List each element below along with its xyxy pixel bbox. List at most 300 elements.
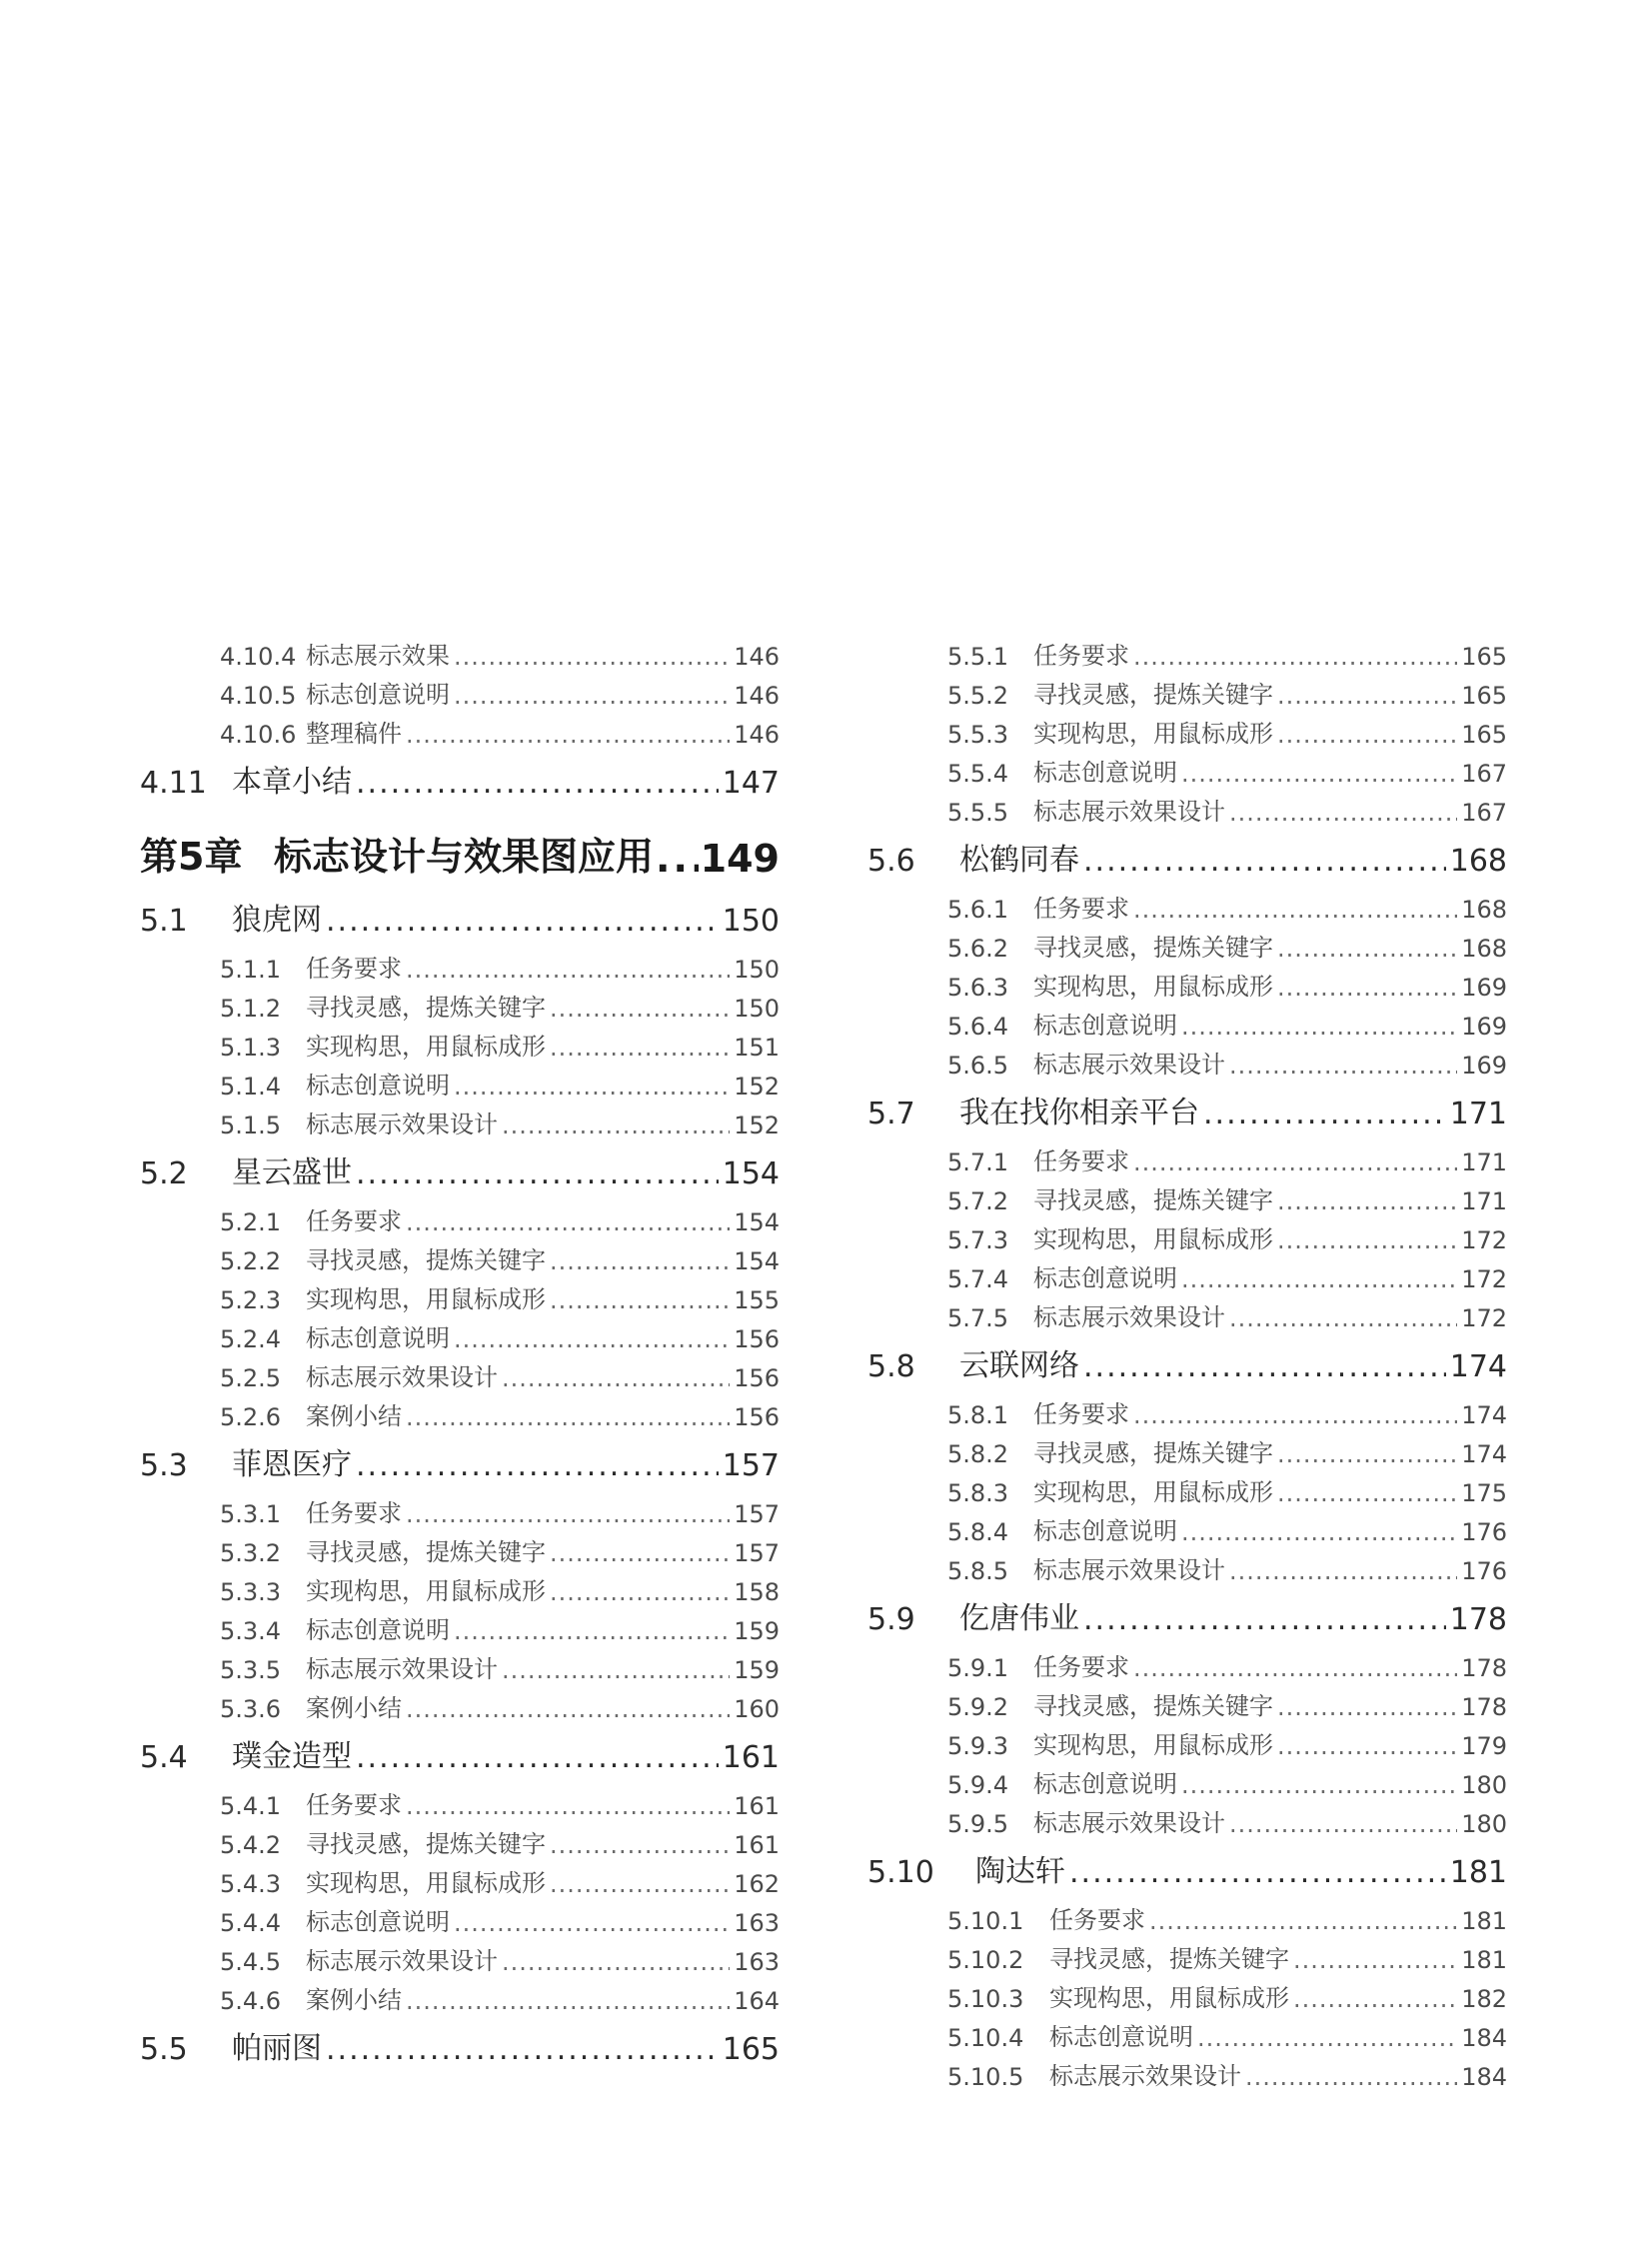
toc-entry-number: 5.10.1 [947,1907,1024,1935]
toc-entry-sub[interactable] [140,671,780,710]
toc-entry-sub[interactable] [867,1390,1507,1429]
toc-entry-page-number: 174 [1461,1401,1507,1429]
toc-entry-page-number: 182 [1461,1985,1507,2013]
toc-entry-sub[interactable] [140,1820,780,1859]
toc-entry-number: 5.2.5 [220,1364,282,1392]
toc-entry-number: 5.9.3 [947,1732,1009,1760]
toc-entry-number: 5.2.4 [220,1325,282,1353]
toc-entry-number: 5.3.6 [220,1695,282,1723]
toc-entry-sub[interactable] [140,1236,780,1275]
toc-entry-page-number: 178 [1449,1602,1507,1637]
dot-leader [406,1500,730,1528]
toc-entry-sec[interactable] [867,835,1507,879]
toc-entry-number: 5.6.4 [947,1013,1009,1041]
toc-entry-page-number: 165 [1461,721,1507,749]
toc-entry-number: 5.1.5 [220,1112,282,1139]
toc-entry-number: 5.6.2 [947,935,1009,963]
toc-entry-page-number: 147 [722,766,780,801]
toc-entry-page-number: 174 [1449,1349,1507,1384]
toc-entry-page-number: 178 [1461,1654,1507,1682]
dot-leader [1133,1401,1457,1429]
dot-leader [1229,1557,1457,1585]
toc-entry-title: 任务要求 [1033,1400,1129,1428]
dot-leader [454,1909,730,1937]
dot-leader [356,1156,719,1191]
dot-leader [356,1448,719,1483]
dot-leader [1083,844,1446,879]
toc-entry-title: 实现构思，用鼠标成形 [1033,1225,1273,1253]
dot-leader [1181,1518,1457,1546]
toc-entry-sub[interactable] [867,632,1507,671]
toc-entry-number: 5.6.1 [947,896,1009,924]
toc-entry-number: 5.3 [140,1448,188,1483]
toc-entry-sec[interactable] [140,895,780,939]
toc-entry-title: 标志展示效果设计 [306,1363,498,1391]
toc-entry-title: 标志展示效果 [306,642,450,670]
toc-entry-page-number: 156 [734,1364,780,1392]
toc-entry-sub[interactable] [140,1859,780,1898]
toc-entry-title: 任务要求 [1033,642,1129,670]
toc-entry-sub[interactable] [140,1567,780,1606]
toc-entry-sub[interactable] [867,1935,1507,1974]
toc-entry-title: 寻找灵感，提炼关键字 [1049,1945,1289,1973]
toc-entry-page-number: 149 [700,837,780,881]
toc-entry-page-number: 168 [1461,896,1507,924]
toc-entry-number: 5.8.4 [947,1518,1009,1546]
toc-entry-title: 寻找灵感，提炼关键字 [1033,1692,1273,1720]
toc-entry-title: 标志创意说明 [1049,2023,1193,2051]
dot-leader [1293,1946,1457,1974]
toc-entry-number: 5.2 [140,1156,188,1191]
toc-entry-title: 帕丽图 [232,2031,322,2066]
toc-entry-sub[interactable] [867,924,1507,963]
toc-entry-page-number: 154 [734,1208,780,1236]
toc-entry-title: 任务要求 [1033,895,1129,923]
dot-leader [454,1073,730,1101]
toc-entry-page-number: 150 [734,956,780,984]
dot-leader [1277,1693,1457,1721]
toc-entry-sub[interactable] [140,1606,780,1645]
dot-leader [454,1617,730,1645]
toc-entry-sub[interactable] [867,1643,1507,1682]
toc-entry-title: 标志展示效果设计 [1033,798,1225,826]
toc-entry-number: 5.4.2 [220,1831,282,1859]
toc-entry-number: 5.1.4 [220,1073,282,1101]
toc-entry-title: 案例小结 [306,1694,402,1722]
toc-entry-number: 5.9.5 [947,1810,1009,1838]
dot-leader [406,956,730,984]
toc-entry-number: 5.10.4 [947,2024,1024,2052]
toc-entry-sub[interactable] [140,1937,780,1976]
dot-leader [1277,935,1457,963]
toc-entry-number: 5.1 [140,904,188,939]
toc-entry-page-number: 152 [734,1073,780,1101]
toc-entry-title: 标志展示效果设计 [306,1655,498,1683]
dot-leader [1181,1265,1457,1293]
toc-entry-title: 标志创意说明 [306,1072,450,1100]
toc-entry-page-number: 156 [734,1325,780,1353]
dot-leader [1203,1097,1446,1131]
toc-entry-number: 5.10.2 [947,1946,1024,1974]
toc-entry-page-number: 167 [1461,760,1507,788]
dot-leader [1181,760,1457,788]
toc-entry-number: 5.6.5 [947,1052,1009,1080]
toc-entry-page-number: 172 [1461,1265,1507,1293]
toc-entry-title: 寻找灵感，提炼关键字 [306,1538,546,1566]
toc-entry-number: 5.9.1 [947,1654,1009,1682]
toc-entry-page-number: 162 [734,1870,780,1898]
toc-entry-sub[interactable] [867,1974,1507,2013]
dot-leader [502,1948,730,1976]
toc-entry-page-number: 180 [1461,1810,1507,1838]
toc-entry-page-number: 161 [734,1831,780,1859]
toc-entry-page-number: 159 [734,1617,780,1645]
toc-entry-number: 5.7.2 [947,1187,1009,1215]
toc-entry-title: 标志创意说明 [306,1324,450,1352]
dot-leader [502,1656,730,1684]
toc-entry-title: 任务要求 [306,1207,402,1235]
toc-entry-title: 标志展示效果设计 [1033,1556,1225,1584]
dot-leader [1293,1985,1457,2013]
toc-entry-title: 寻找灵感，提炼关键字 [1033,1439,1273,1467]
dot-leader [1229,1810,1457,1838]
dot-leader [550,995,730,1023]
toc-entry-page-number: 146 [734,721,780,749]
toc-entry-number: 5.5 [140,2032,188,2067]
toc-entry-sub[interactable] [140,1645,780,1684]
toc-entry-page-number: 184 [1461,2063,1507,2091]
toc-entry-page-number: 168 [1461,935,1507,963]
toc-entry-page-number: 171 [1449,1097,1507,1131]
toc-right-column [867,632,1507,2091]
toc-entry-sec[interactable] [140,1439,780,1483]
toc-entry-sub[interactable] [867,1896,1507,1935]
toc-entry-title: 寻找灵感，提炼关键字 [306,1830,546,1858]
dot-leader [550,1286,730,1314]
toc-entry-page-number: 165 [722,2032,780,2067]
toc-entry-sub[interactable] [140,1684,780,1723]
toc-entry-sub[interactable] [867,2013,1507,2052]
toc-entry-number: 5.1.3 [220,1034,282,1062]
toc-entry-number: 4.10.5 [220,682,297,710]
toc-entry-page-number: 181 [1461,1907,1507,1935]
toc-entry-sub[interactable] [140,1898,780,1937]
toc-entry-page-number: 146 [734,643,780,671]
toc-entry-sub[interactable] [867,1429,1507,1468]
toc-entry-sub[interactable] [140,1101,780,1139]
toc-entry-title: 标志创意说明 [1033,759,1177,787]
toc-entry-number: 5.3.2 [220,1539,282,1567]
toc-entry-number: 5.7.3 [947,1226,1009,1254]
toc-entry-page-number: 172 [1461,1304,1507,1332]
toc-entry-page-number: 168 [1449,844,1507,879]
toc-entry-title: 实现构思，用鼠标成形 [1033,1731,1273,1759]
toc-entry-page-number: 184 [1461,2024,1507,2052]
toc-entry-sub[interactable] [140,1489,780,1528]
dot-leader [1277,721,1457,749]
toc-entry-title: 狼虎网 [232,903,322,938]
toc-entry-page-number: 157 [734,1500,780,1528]
toc-entry-page-number: 155 [734,1286,780,1314]
toc-entry-page-number: 180 [1461,1771,1507,1799]
toc-entry-page-number: 154 [722,1156,780,1191]
toc-entry-page-number: 165 [1461,682,1507,710]
toc-entry-sub[interactable] [867,1799,1507,1838]
toc-entry-number: 5.5.1 [947,643,1009,671]
toc-entry-number: 5.5.2 [947,682,1009,710]
toc-entry-page-number: 164 [734,1987,780,2015]
toc-entry-title: 星云盛世 [232,1155,352,1190]
toc-entry-number: 5.4 [140,1740,188,1775]
toc-entry-number: 5.7 [867,1097,915,1131]
dot-leader [326,904,719,939]
toc-entry-sec[interactable] [140,757,780,801]
dot-leader [1133,896,1457,924]
toc-entry-sub[interactable] [867,885,1507,924]
toc-entry-title: 任务要求 [1049,1906,1145,1934]
toc-entry-number: 5.10 [867,1855,934,1890]
toc-entry-page-number: 160 [734,1695,780,1723]
toc-entry-title: 实现构思，用鼠标成形 [1033,973,1273,1001]
dot-leader [550,1870,730,1898]
toc-left-column [140,632,780,2073]
toc-entry-page-number: 163 [734,1909,780,1937]
toc-entry-page-number: 157 [734,1539,780,1567]
toc-entry-title: 标志创意说明 [1033,1770,1177,1798]
toc-entry-title: 实现构思，用鼠标成形 [306,1033,546,1061]
toc-entry-title: 我在找你相亲平台 [959,1096,1199,1130]
dot-leader [1229,1304,1457,1332]
toc-entry-title: 璞金造型 [232,1739,352,1774]
dot-leader [1069,1855,1446,1890]
toc-entry-number: 5.4.1 [220,1792,282,1820]
toc-entry-sub[interactable] [140,984,780,1023]
toc-entry-sub[interactable] [140,1197,780,1236]
toc-entry-sub[interactable] [140,1528,780,1567]
toc-entry-page-number: 169 [1461,1052,1507,1080]
toc-entry-sub[interactable] [867,1137,1507,1176]
toc-entry-number: 5.2.3 [220,1286,282,1314]
toc-entry-number: 5.8.5 [947,1557,1009,1585]
toc-entry-title: 标志展示效果设计 [1033,1303,1225,1331]
toc-entry-page-number: 163 [734,1948,780,1976]
toc-entry-sec[interactable] [867,1340,1507,1384]
toc-entry-number: 5.1.1 [220,956,282,984]
dot-leader [356,766,719,801]
toc-entry-page-number: 159 [734,1656,780,1684]
toc-entry-sec[interactable] [140,1731,780,1775]
toc-entry-number: 5.5.5 [947,799,1009,827]
dot-leader [502,1364,730,1392]
toc-entry-sub[interactable] [140,710,780,749]
toc-entry-number: 4.10.4 [220,643,297,671]
toc-entry-title: 标志创意说明 [1033,1264,1177,1292]
toc-entry-page-number: 179 [1461,1732,1507,1760]
dot-leader [1277,1479,1457,1507]
toc-entry-sub[interactable] [867,1507,1507,1546]
toc-entry-sub[interactable] [867,1721,1507,1760]
dot-leader [406,1695,730,1723]
toc-entry-page-number: 174 [1461,1440,1507,1468]
toc-entry-page-number: 178 [1461,1693,1507,1721]
toc-entry-sub[interactable] [867,1002,1507,1041]
toc-entry-page-number: 156 [734,1403,780,1431]
toc-entry-number: 5.2.1 [220,1208,282,1236]
dot-leader [406,1987,730,2015]
toc-entry-title: 标志展示效果设计 [306,1947,498,1975]
toc-entry-sub[interactable] [867,2052,1507,2091]
toc-entry-sub[interactable] [867,1682,1507,1721]
toc-entry-title: 实现构思，用鼠标成形 [1033,1478,1273,1506]
toc-entry-number: 5.4.4 [220,1909,282,1937]
toc-entry-number: 5.10.3 [947,1985,1024,2013]
toc-entry-sub[interactable] [867,788,1507,827]
toc-entry-title: 实现构思，用鼠标成形 [306,1869,546,1897]
toc-entry-sub[interactable] [867,1215,1507,1254]
toc-entry-number: 5.6.3 [947,974,1009,1002]
dot-leader [406,1792,730,1820]
toc-entry-title: 实现构思，用鼠标成形 [306,1577,546,1605]
toc-entry-sub[interactable] [867,1041,1507,1080]
toc-entry-title: 标志展示效果设计 [1033,1051,1225,1079]
toc-entry-page-number: 154 [734,1247,780,1275]
toc-entry-page-number: 171 [1461,1187,1507,1215]
toc-entry-sec[interactable] [867,1593,1507,1637]
toc-entry-sub[interactable] [140,1353,780,1392]
toc-entry-number: 5.9.4 [947,1771,1009,1799]
toc-entry-page-number: 151 [734,1034,780,1062]
toc-entry-sub[interactable] [867,1760,1507,1799]
toc-entry-number: 5.8.2 [947,1440,1009,1468]
dot-leader [454,682,730,710]
toc-entry-number: 5.8 [867,1349,915,1384]
dot-leader [1181,1771,1457,1799]
toc-entry-chap[interactable] [140,825,780,881]
toc-entry-title: 整理稿件 [306,720,402,748]
toc-entry-sub[interactable] [140,1062,780,1101]
toc-entry-page-number: 169 [1461,1013,1507,1041]
toc-entry-page-number: 169 [1461,974,1507,1002]
toc-entry-number: 5.4.5 [220,1948,282,1976]
toc-entry-page-number: 176 [1461,1518,1507,1546]
toc-entry-title: 实现构思，用鼠标成形 [1033,720,1273,748]
dot-leader [550,1831,730,1859]
toc-entry-sub[interactable] [140,1781,780,1820]
toc-entry-sec[interactable] [140,1147,780,1191]
toc-entry-page-number: 181 [1461,1946,1507,1974]
dot-leader [656,837,699,881]
toc-entry-page-number: 167 [1461,799,1507,827]
toc-entry-page-number: 171 [1461,1148,1507,1176]
toc-entry-title: 标志设计与效果图应用 [274,835,655,879]
toc-entry-sub[interactable] [140,1023,780,1062]
toc-entry-sec[interactable] [140,2023,780,2067]
dot-leader [550,1539,730,1567]
toc-entry-number: 5.3.3 [220,1578,282,1606]
dot-leader [406,721,730,749]
dot-leader [1133,1654,1457,1682]
toc-entry-title: 菲恩医疗 [232,1447,352,1482]
toc-entry-title: 任务要求 [1033,1147,1129,1175]
dot-leader [406,1403,730,1431]
toc-entry-page-number: 176 [1461,1557,1507,1585]
toc-entry-page-number: 161 [722,1740,780,1775]
toc-entry-title: 寻找灵感，提炼关键字 [1033,1186,1273,1214]
dot-leader [1133,1148,1457,1176]
toc-entry-sub[interactable] [140,945,780,984]
toc-entry-sec[interactable] [867,1846,1507,1890]
toc-entry-number: 5.9.2 [947,1693,1009,1721]
toc-entry-sub[interactable] [867,749,1507,788]
toc-entry-number: 5.3.5 [220,1656,282,1684]
dot-leader [1245,2063,1457,2091]
toc-entry-title: 云联网络 [959,1348,1079,1383]
toc-entry-page-number: 175 [1461,1479,1507,1507]
toc-entry-number: 4.10.6 [220,721,297,749]
toc-entry-number: 5.1.2 [220,995,282,1023]
toc-entry-page-number: 150 [734,995,780,1023]
dot-leader [356,1740,719,1775]
toc-entry-number: 5.7.1 [947,1148,1009,1176]
toc-entry-sub[interactable] [867,671,1507,710]
dot-leader [502,1112,730,1139]
toc-entry-title: 松鹤同春 [959,843,1079,878]
toc-entry-page-number: 150 [722,904,780,939]
toc-entry-title: 标志展示效果设计 [306,1111,498,1138]
dot-leader [1133,643,1457,671]
toc-entry-sub[interactable] [867,1468,1507,1507]
toc-entry-title: 任务要求 [306,1791,402,1819]
toc-entry-number: 5.3.1 [220,1500,282,1528]
toc-entry-title: 案例小结 [306,1986,402,2014]
toc-entry-sub[interactable] [867,710,1507,749]
toc-entry-title: 任务要求 [1033,1653,1129,1681]
dot-leader [1277,1226,1457,1254]
dot-leader [550,1034,730,1062]
toc-entry-sub[interactable] [867,1254,1507,1293]
toc-entry-title: 案例小结 [306,1402,402,1430]
dot-leader [1229,1052,1457,1080]
toc-entry-number: 5.7.4 [947,1265,1009,1293]
toc-entry-title: 寻找灵感，提炼关键字 [1033,934,1273,962]
dot-leader [1277,1440,1457,1468]
toc-entry-sub[interactable] [140,1976,780,2015]
toc-entry-sub[interactable] [140,1314,780,1353]
toc-entry-sec[interactable] [867,1088,1507,1131]
toc-entry-page-number: 157 [722,1448,780,1483]
toc-entry-sub[interactable] [867,963,1507,1002]
dot-leader [326,2032,719,2067]
toc-entry-sub[interactable] [867,1293,1507,1332]
toc-entry-sub[interactable] [867,1546,1507,1585]
dot-leader [1083,1349,1446,1384]
toc-entry-title: 陶达轩 [975,1854,1065,1889]
dot-leader [550,1578,730,1606]
toc-entry-title: 标志创意说明 [306,1616,450,1644]
toc-entry-sub[interactable] [867,1176,1507,1215]
toc-entry-page-number: 146 [734,682,780,710]
toc-entry-title: 标志创意说明 [1033,1012,1177,1040]
toc-entry-sub[interactable] [140,632,780,671]
toc-entry-title: 实现构思，用鼠标成形 [306,1285,546,1313]
toc-entry-page-number: 165 [1461,643,1507,671]
toc-entry-page-number: 152 [734,1112,780,1139]
toc-entry-sub[interactable] [140,1275,780,1314]
dot-leader [1277,1187,1457,1215]
toc-entry-sub[interactable] [140,1392,780,1431]
toc-entry-number: 5.7.5 [947,1304,1009,1332]
dot-leader [550,1247,730,1275]
